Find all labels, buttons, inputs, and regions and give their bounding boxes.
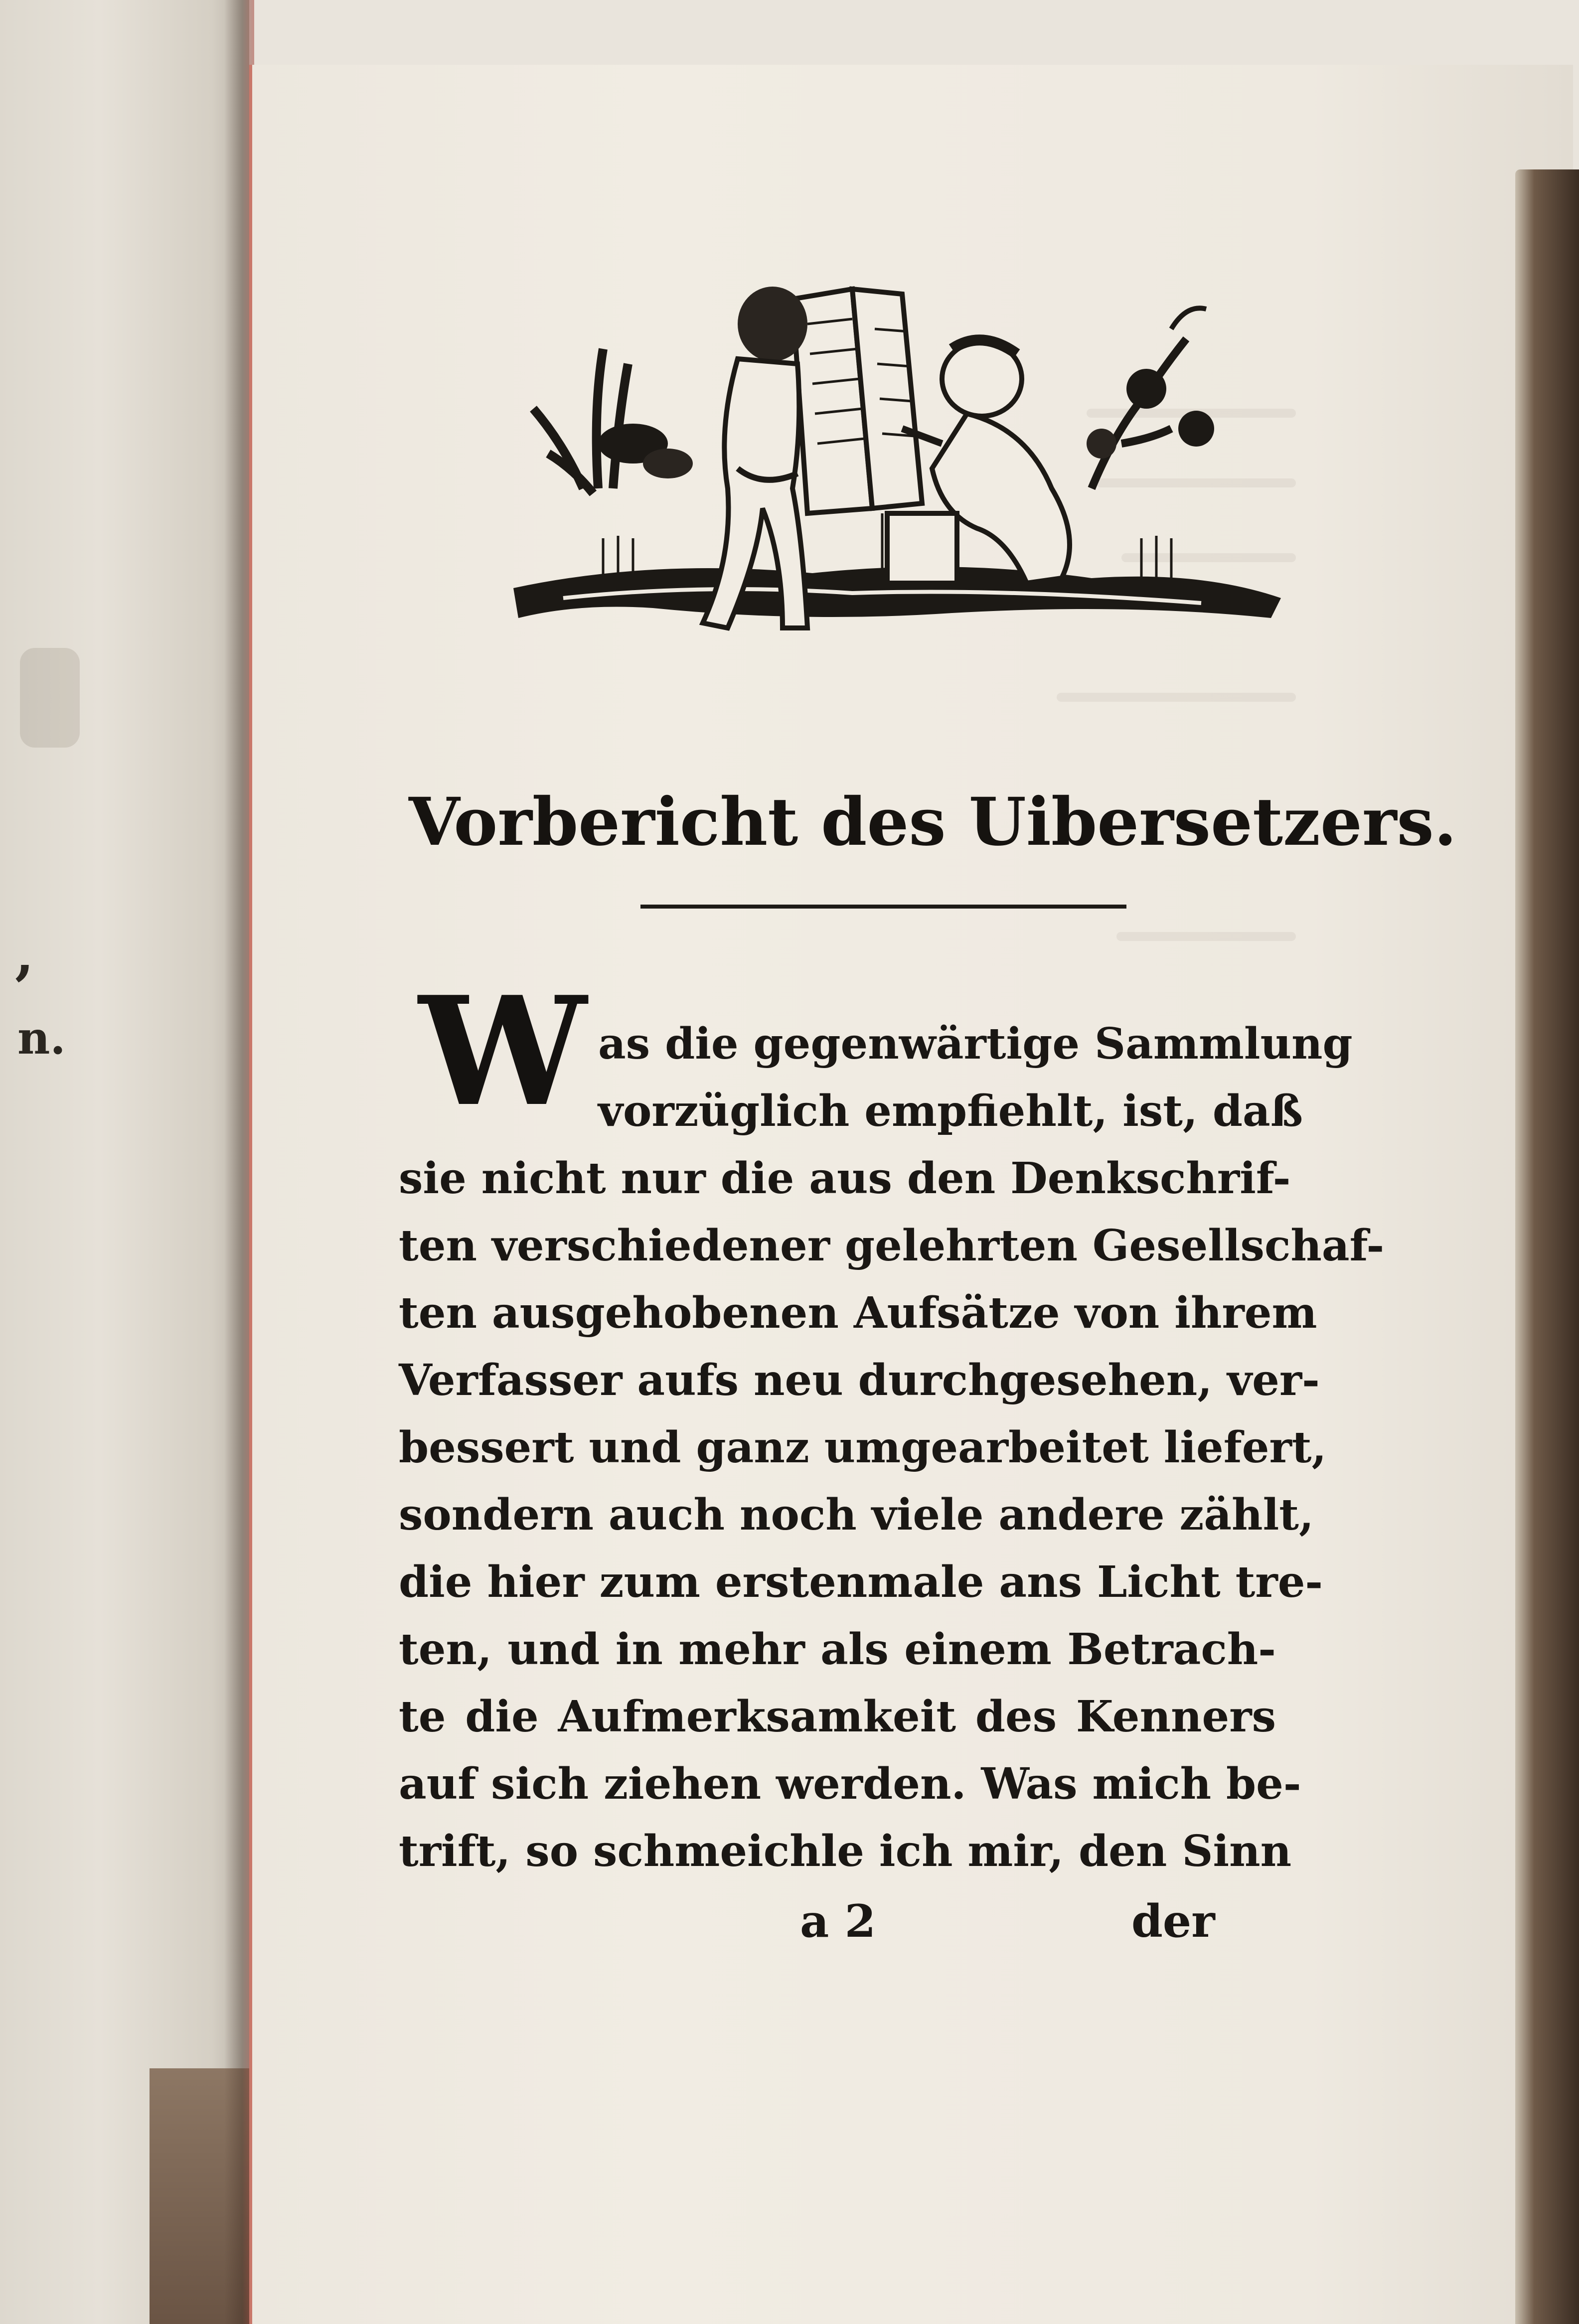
title-rule bbox=[640, 905, 1126, 909]
text-line: trift, so schmeichle ich mir, den Sinn bbox=[399, 1826, 1292, 1876]
left-page-bleed-through bbox=[20, 648, 80, 748]
text-line: Verfasser aufs neu durchgesehen, ver- bbox=[399, 1355, 1320, 1405]
catchword: der bbox=[1131, 1895, 1215, 1948]
text-line: ten, und in mehr als einem Betrach- bbox=[399, 1624, 1276, 1675]
text-line: sie nicht nur die aus den Denkschrif- bbox=[399, 1153, 1291, 1204]
text-line: die hier zum erstenmale ans Licht tre- bbox=[399, 1557, 1323, 1607]
left-page-mark-comma: , bbox=[15, 922, 34, 986]
text-line: ten ausgehobenen Aufsätze von ihrem bbox=[399, 1288, 1317, 1338]
text-line: sondern auch noch viele andere zählt, bbox=[399, 1490, 1314, 1540]
woodcut-vignette bbox=[503, 279, 1286, 643]
drop-cap-initial: W bbox=[419, 963, 587, 1139]
show-through-line bbox=[1057, 693, 1296, 702]
left-page bbox=[0, 0, 249, 2324]
text-line: bessert und ganz umgearbeitet liefert, bbox=[399, 1422, 1327, 1473]
text-line: vorzüglich empfiehlt, ist, daß bbox=[598, 1086, 1303, 1136]
text-line: auf sich ziehen werden. Was mich be- bbox=[399, 1759, 1301, 1809]
page-title: Vorbericht des Uibersetzers. bbox=[409, 783, 1457, 861]
text-line: ten verschiedener gelehrten Gesellschaf- bbox=[399, 1221, 1385, 1271]
left-page-mark-n: n. bbox=[17, 1012, 66, 1065]
signature-mark: a 2 bbox=[800, 1895, 876, 1948]
show-through-line bbox=[1116, 932, 1296, 941]
text-line: te die Aufmerksamkeit des Kenners bbox=[399, 1692, 1276, 1742]
page-edges-binding bbox=[1515, 169, 1579, 2324]
text-line: as die gegenwärtige Sammlung bbox=[598, 1019, 1353, 1069]
